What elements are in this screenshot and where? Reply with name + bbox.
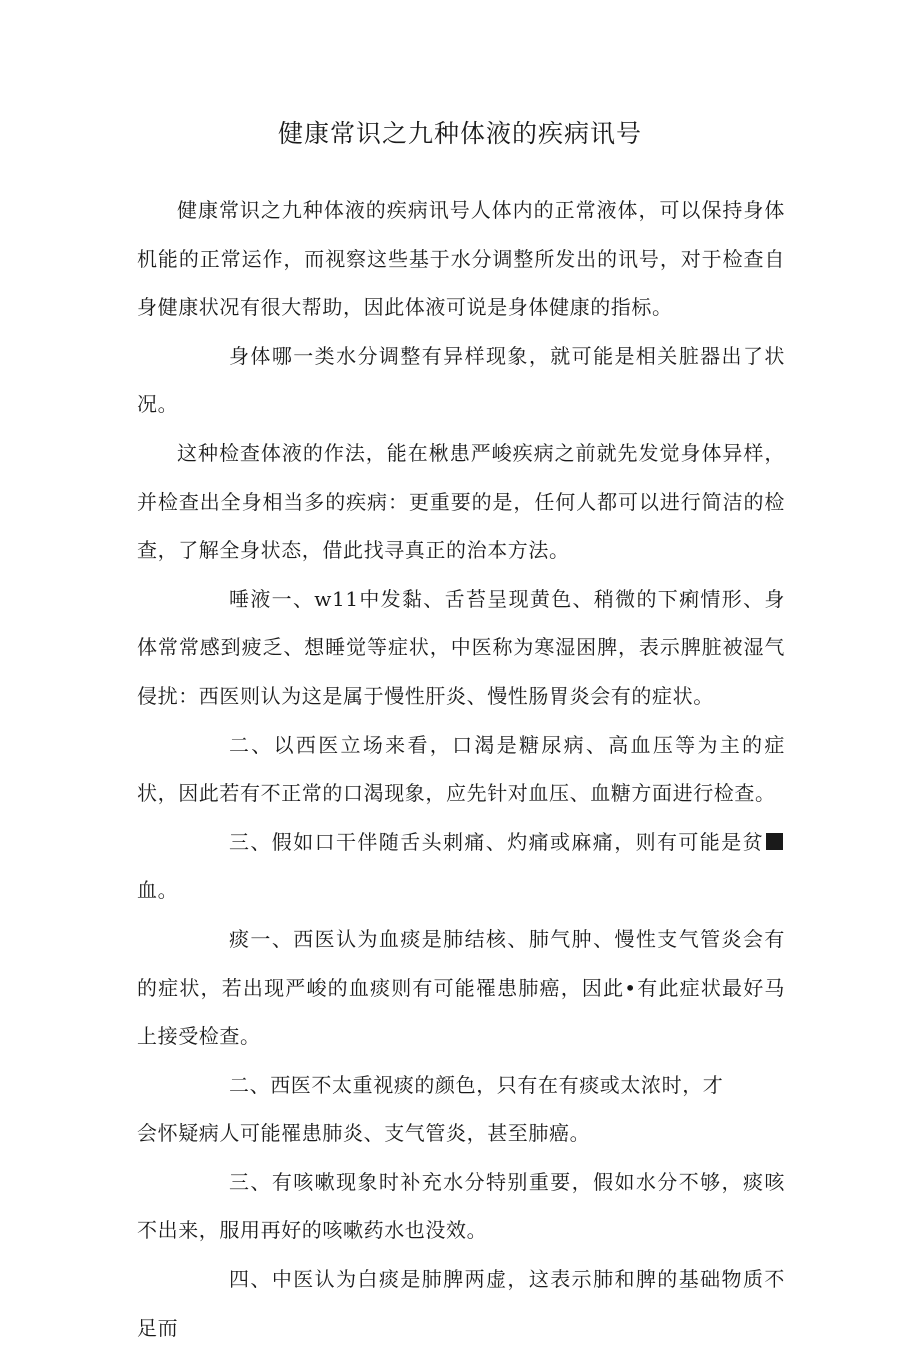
paragraph-saliva-2: 二、以西医立场来看，口渴是糖尿病、高血压等为主的症状，因此若有不正常的口渴现象，应先针对血压、血糖方面进行检查。 [137, 732, 785, 806]
paragraph-checking-method: 这种检查体液的作法，能在楸患严峻疾病之前就先发觉身体异样，并检查出全身相当多的疾病：更重要的是，任何人都可以进行简洁的检查，了解全身状态，借此找寻真正的治本方法。 [137, 440, 785, 563]
paragraph-phlegm-2-line-2: 会怀疑病人可能罹患肺炎、支气管炎，甚至肺癌。 [137, 1121, 591, 1146]
paragraph-phlegm-2 [137, 1061, 785, 1158]
paragraph-phlegm-1: 痰一、西医认为血痰是肺结核、肺气肿、慢性支气管炎会有的症状，若出现严峻的血痰则有可能罹患肺癌，因此•有此症状最好马上接受检查。 [137, 926, 785, 1049]
paragraph-phlegm-3: 三、有咳嗽现象时补充水分特别重要，假如水分不够，痰咳不出来，服用再好的咳嗽药水也没效。 [137, 1169, 785, 1243]
paragraph-saliva-3 [137, 818, 785, 915]
document-title: 健康常识之九种体液的疾病讯号 [277, 119, 642, 148]
paragraph-intro: 健康常识之九种体液的疾病讯号人体内的正常液体，可以保持身体机能的正常运作，而视察这些基于水分调整所发出的讯号，对于检查自身健康状况有很大帮助，因此体液可说是身体健康的指标。 [137, 198, 785, 320]
paragraph-saliva-3-text-before: 三、假如口干伴随舌头刺痛、灼痛或麻痛，则有可能是贫 [229, 829, 764, 854]
paragraph-saliva-1: 唾液一、w11中发黏、舌苔呈现黄色、稍微的下痢情形、身体常常感到疲乏、想睡觉等症状，中医称为寒湿困脾，表示脾脏被湿气侵扰：西医则认为这是属于慢性肝炎、慢性肠胃炎会有的症状。 [137, 586, 785, 708]
paragraph-phlegm-4: 四、中医认为白痰是肺脾两虚，这表示肺和脾的基础物质不足而 [137, 1267, 785, 1340]
black-square-mark [766, 833, 783, 850]
document-body [137, 186, 785, 1352]
paragraph-phlegm-2-line-1: 二、西医不太重视痰的颜色，只有在有痰或太浓时，才 [229, 1072, 724, 1097]
paragraph-abnormal-organs: 身体哪一类水分调整有异样现象，就可能是相关脏器出了状况。 [137, 343, 785, 417]
paragraph-saliva-3-text-after: 血。 [137, 878, 179, 903]
